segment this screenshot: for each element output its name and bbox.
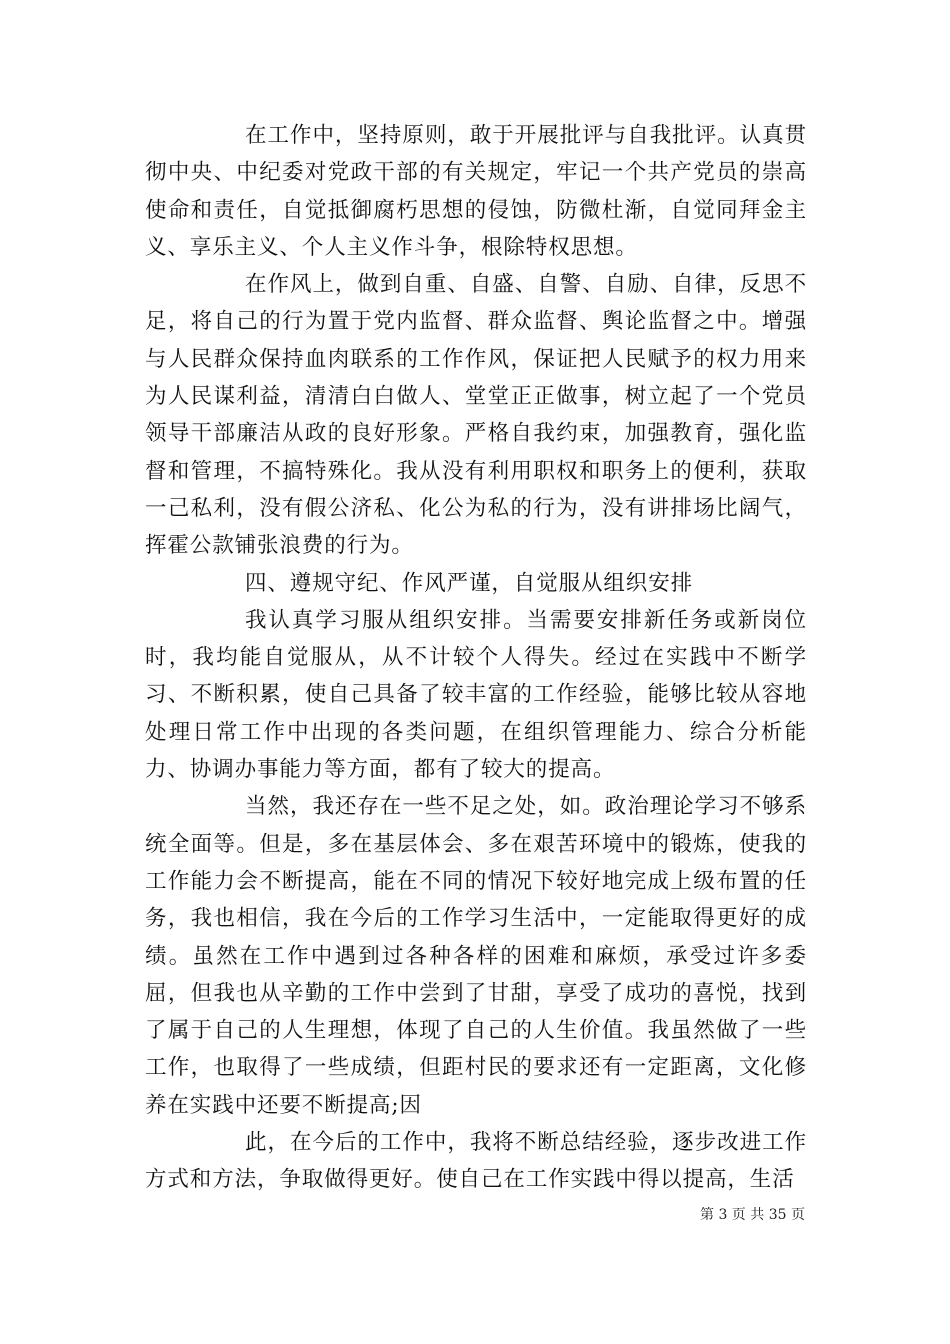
paragraph-work-style: 在作风上，做到自重、自盛、自警、自励、自律，反思不足，将自己的行为置于党内监督、群众监督、舆论监督之中。增强与人民群众保持血肉联系的工作作风，保证把人民赋予的权力用来为人民谋利益，清清白白做人、堂堂正正做事，树立起了一个党员领导干部廉洁从政的良好形象。严格自我约束，加强教育，强化监督和管理，不搞特殊化。我从没有利用职权和职务上的便利，获取一己私利，没有假公济私、化公为私的行为，没有讲排场比阔气，挥霍公款铺张浪费的行为。 — [145, 272, 807, 559]
paragraph-future-work: 此，在今后的工作中，我将不断总结经验，逐步改进工作方式和方法，争取做得更好。使自己在工作实践中得以提高，生活 — [145, 1130, 807, 1193]
paragraph-criticism: 在工作中，坚持原则，敢于开展批评与自我批评。认真贯彻中央、中纪委对党政干部的有关规定，牢记一个共产党员的崇高使命和责任，自觉抵御腐朽思想的侵蚀，防微杜渐，自觉同拜金主义、享乐主义、个人主义作斗争，根除特权思想。 — [145, 123, 807, 260]
document-body — [145, 117, 807, 1199]
section-heading-discipline: 四、遵规守纪、作风严谨，自觉服从组织安排 — [245, 570, 694, 596]
page-number-footer: 第 3 页 共 35 页 — [700, 1207, 805, 1223]
paragraph-obey-arrangement: 我认真学习服从组织安排。当需要安排新任务或新岗位时，我均能自觉服从，从不计较个人得失。经过在实践中不断学习、不断积累，使自己具备了较丰富的工作经验，能够比较从容地处理日常工作中出现的各类问题，在组织管理能力、综合分析能力、协调办事能力等方面，都有了较大的提高。 — [145, 607, 807, 783]
paragraph-shortcomings: 当然，我还存在一些不足之处，如。政治理论学习不够系统全面等。但是，多在基层体会、多在艰苦环境中的锻炼，使我的工作能力会不断提高，能在不同的情况下较好地完成上级布置的任务，我也相信，我在今后的工作学习生活中，一定能取得更好的成绩。虽然在工作中遇到过各种各样的困难和麻烦，承受过许多委屈，但我也从辛勤的工作中尝到了甘甜，享受了成功的喜悦，找到了属于自己的人生理想，体现了自己的人生价值。我虽然做了一些工作，也取得了一些成绩，但距村民的要求还有一定距离，文化修养在实践中还要不断提高;因 — [145, 794, 807, 1118]
